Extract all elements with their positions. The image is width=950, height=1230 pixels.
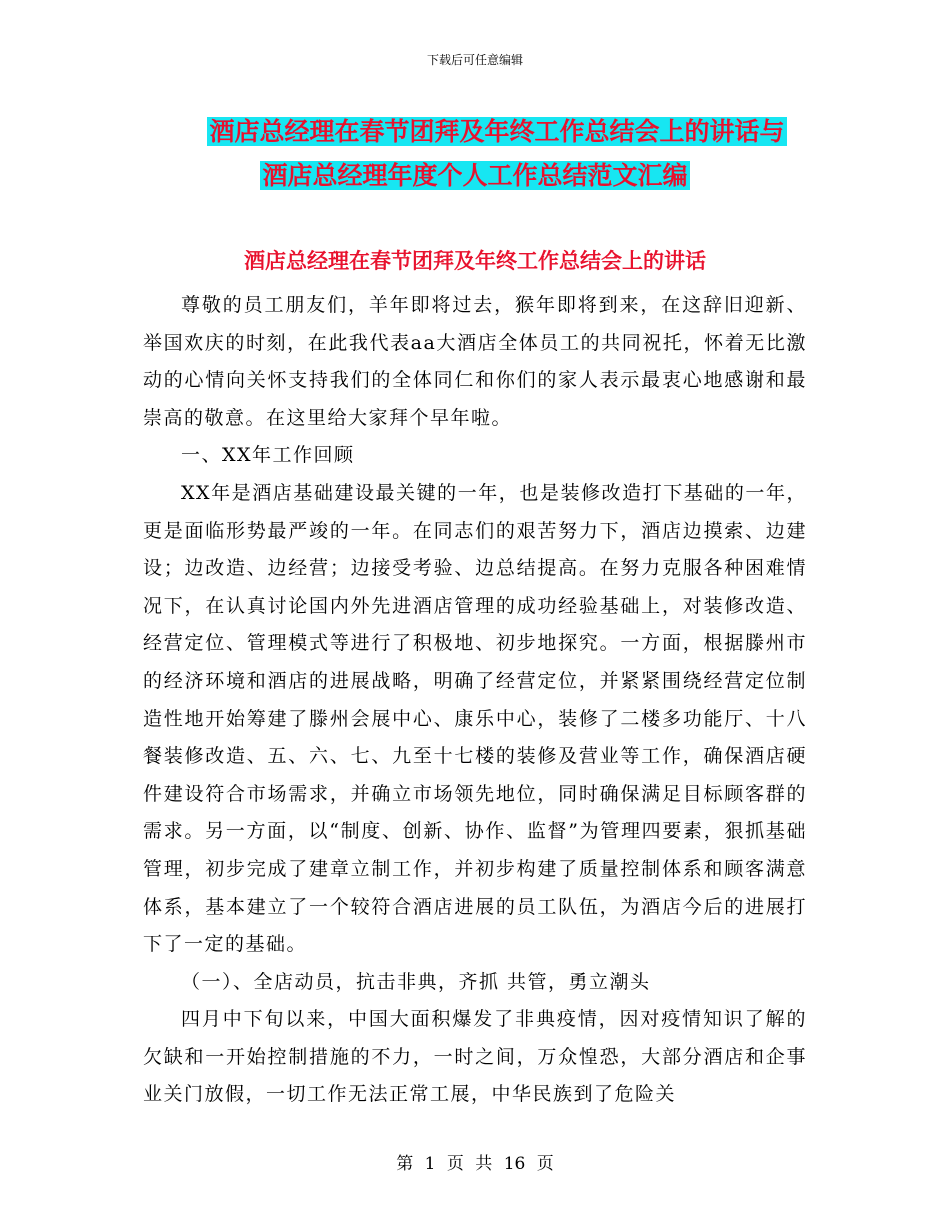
document-title-line-1	[0, 114, 950, 150]
section-title: 酒店总经理在春节团拜及年终工作总结会上的讲话	[244, 249, 706, 273]
title-highlight: 酒店总经理在春节团拜及年终工作总结会上的讲话与	[209, 117, 785, 146]
page-header-note: 下载后可任意编辑	[426, 53, 523, 67]
section-heading: 一、XX年工作回顾	[181, 444, 355, 467]
page-number: 第 1 页 共 16 页	[396, 1154, 554, 1174]
paragraph: XX年是酒店基础建设最关键的一年，也是装修改造打下基础的一年，更是面临形势最严竣的一年。在同志们的艰苦努力下，酒店边摸索、边建设；边改造、边经营；边接受考验、边总结提高。在努力克服各种困难情况下，在认真讨论国内外先进酒店管理的成功经验基础上，对装修改造、经营定位、管理模式等进行了积极地、初步地探究。一方面，根据滕州市的经济环境和酒店的进展战略，明确了经营定位，并紧紧围绕经营定位制造性地开始筹建了滕州会展中心、康乐中心，装修了二楼多功能厅、十八餐装修改造、五、六、七、九至十七楼的装修及营业等工作，确保酒店硬件建设符合市场需求，并确立市场领先地位，同时确保满足目标顾客群的需求。另一方面，以“制度、创新、协作、监督”为管理四要素，狠抓基础管理，初步完成了建章立制工作，并初步构建了质量控制体系和顾客满意体系，基本建立了一个较符合酒店进展的员工队伍，为酒店今后的进展打下了一定的基础。	[143, 481, 807, 956]
document-body	[143, 287, 807, 1114]
document-title-line-2	[0, 158, 950, 194]
title-highlight: 酒店总经理年度个人工作总结范文汇编	[262, 161, 688, 190]
paragraph: 四月中下旬以来，中国大面积爆发了非典疫情，因对疫情知识了解的欠缺和一开始控制措施的不力，一时之间，万众惶恐，大部分酒店和企事业关门放假，一切工作无法正常工展，中华民族到了危险关	[143, 1008, 807, 1106]
paragraph: 尊敬的员工朋友们，羊年即将过去，猴年即将到来，在这辞旧迎新、举国欢庆的时刻，在此我代表aa大酒店全体员工的共同祝托，怀着无比激动的心情向关怀支持我们的全体同仁和你们的家人表示最衷心地感谢和最崇高的敬意。在这里给大家拜个早年啦。	[143, 294, 807, 429]
subsection-heading: （一）、全店动员，抗击非典，齐抓 共管，勇立潮头	[181, 970, 651, 993]
